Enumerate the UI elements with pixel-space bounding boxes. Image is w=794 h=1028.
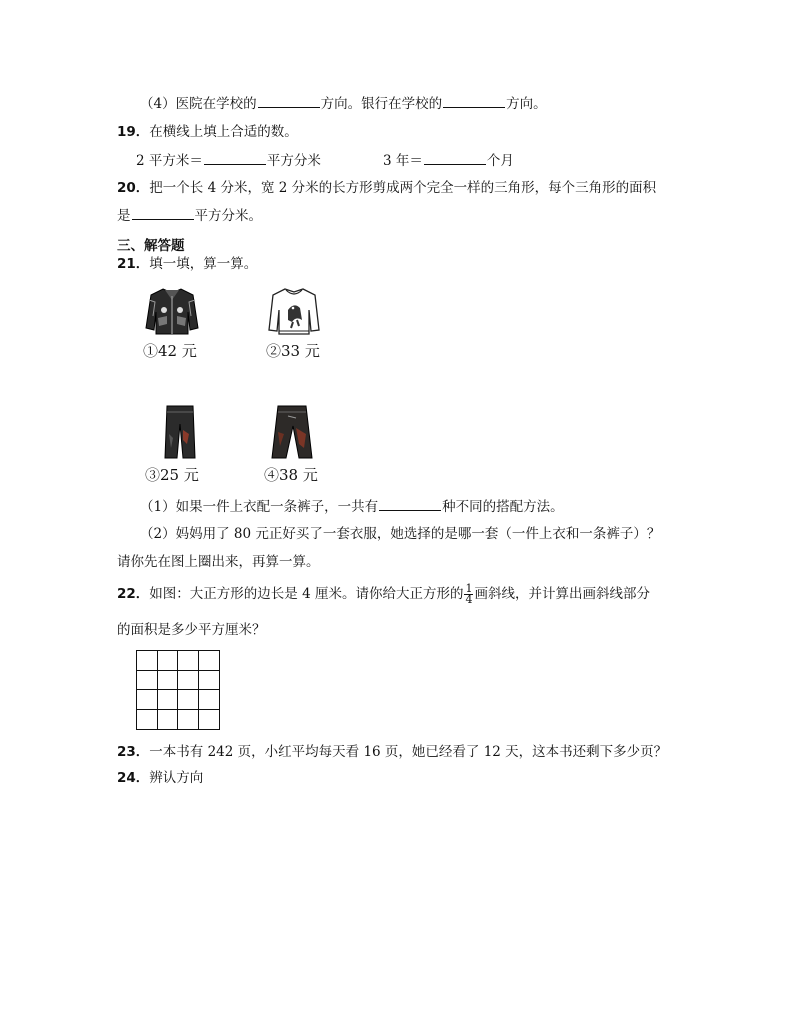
sweater-icon — [266, 286, 322, 336]
clothing-item-3[interactable] — [145, 404, 207, 485]
grid-cell[interactable] — [178, 710, 199, 730]
q18-sub4: （4）医院在学校的 方向。银行在学校的 方向。 — [140, 93, 547, 114]
grid-cell[interactable] — [137, 690, 158, 710]
answer-blank[interactable] — [379, 496, 441, 511]
grid-cell[interactable] — [158, 690, 179, 710]
q19-title: 19．在横线上填上合适的数。 — [117, 124, 298, 140]
fraction: $\frac{1}{4}$ — [465, 582, 473, 606]
section-title: 三、解答题 — [117, 238, 185, 254]
grid-cell[interactable] — [199, 651, 220, 671]
grid-cell[interactable] — [158, 671, 179, 691]
q23: 23．一本书有 242 页，小红平均每天看 16 页，她已经看了 12 天，这本书还剩下多少页？ — [117, 744, 668, 760]
q21-sub2-line1: （2）妈妈用了 80 元正好买了一套衣服，她选择的是哪一套（一件上衣和一条裤子）？ — [140, 526, 661, 542]
grid-cell[interactable] — [199, 710, 220, 730]
grid-cell[interactable] — [199, 671, 220, 691]
square-grid[interactable] — [136, 650, 220, 730]
grid-cell[interactable] — [199, 690, 220, 710]
jacket-icon — [143, 286, 201, 336]
pants-icon — [266, 404, 320, 460]
answer-blank[interactable] — [204, 150, 266, 165]
clothing-item-4[interactable] — [264, 404, 320, 485]
price-label: ①42 元 — [143, 342, 197, 360]
q21-title: 21．填一填，算一算。 — [117, 256, 258, 272]
grid-cell[interactable] — [158, 710, 179, 730]
q24: 24．辨认方向 — [117, 770, 204, 786]
q20-line2: 是 平方分米。 — [117, 205, 262, 226]
answer-blank[interactable] — [258, 93, 320, 108]
grid-cell[interactable] — [137, 710, 158, 730]
q20-line1: 20．把一个长 4 分米，宽 2 分米的长方形剪成两个完全一样的三角形，每个三角形的面积 — [117, 180, 657, 196]
grid-cell[interactable] — [178, 690, 199, 710]
grid-cell[interactable] — [178, 671, 199, 691]
answer-blank[interactable] — [443, 93, 505, 108]
grid-cell[interactable] — [178, 651, 199, 671]
q19-blank-b: 3 年＝ 个月 — [383, 150, 514, 171]
grid-cell[interactable] — [137, 651, 158, 671]
q22-line2: 的面积是多少平方厘米？ — [117, 622, 266, 638]
clothing-item-2[interactable] — [266, 286, 322, 361]
q21-sub1: （1）如果一件上衣配一条裤子，一共有 种不同的搭配方法。 — [140, 496, 564, 517]
price-label: ②33 元 — [266, 342, 320, 360]
pants-icon — [153, 404, 207, 460]
grid-cell[interactable] — [137, 671, 158, 691]
clothing-item-1[interactable] — [143, 286, 201, 361]
q22-line1: 22．如图：大正方形的边长是 4 厘米。请你给大正方形的 $\frac{1}{4}$ 画斜线，并计算出画斜线部分 — [117, 582, 650, 606]
q19-blank-a: 2 平方米＝ 平方分米 — [136, 150, 321, 171]
answer-blank[interactable] — [424, 150, 486, 165]
q21-sub2-line2: 请你先在图上圈出来，再算一算。 — [117, 554, 320, 570]
price-label: ④38 元 — [264, 466, 318, 484]
grid-cell[interactable] — [158, 651, 179, 671]
answer-blank[interactable] — [132, 205, 194, 220]
price-label: ③25 元 — [145, 466, 199, 484]
